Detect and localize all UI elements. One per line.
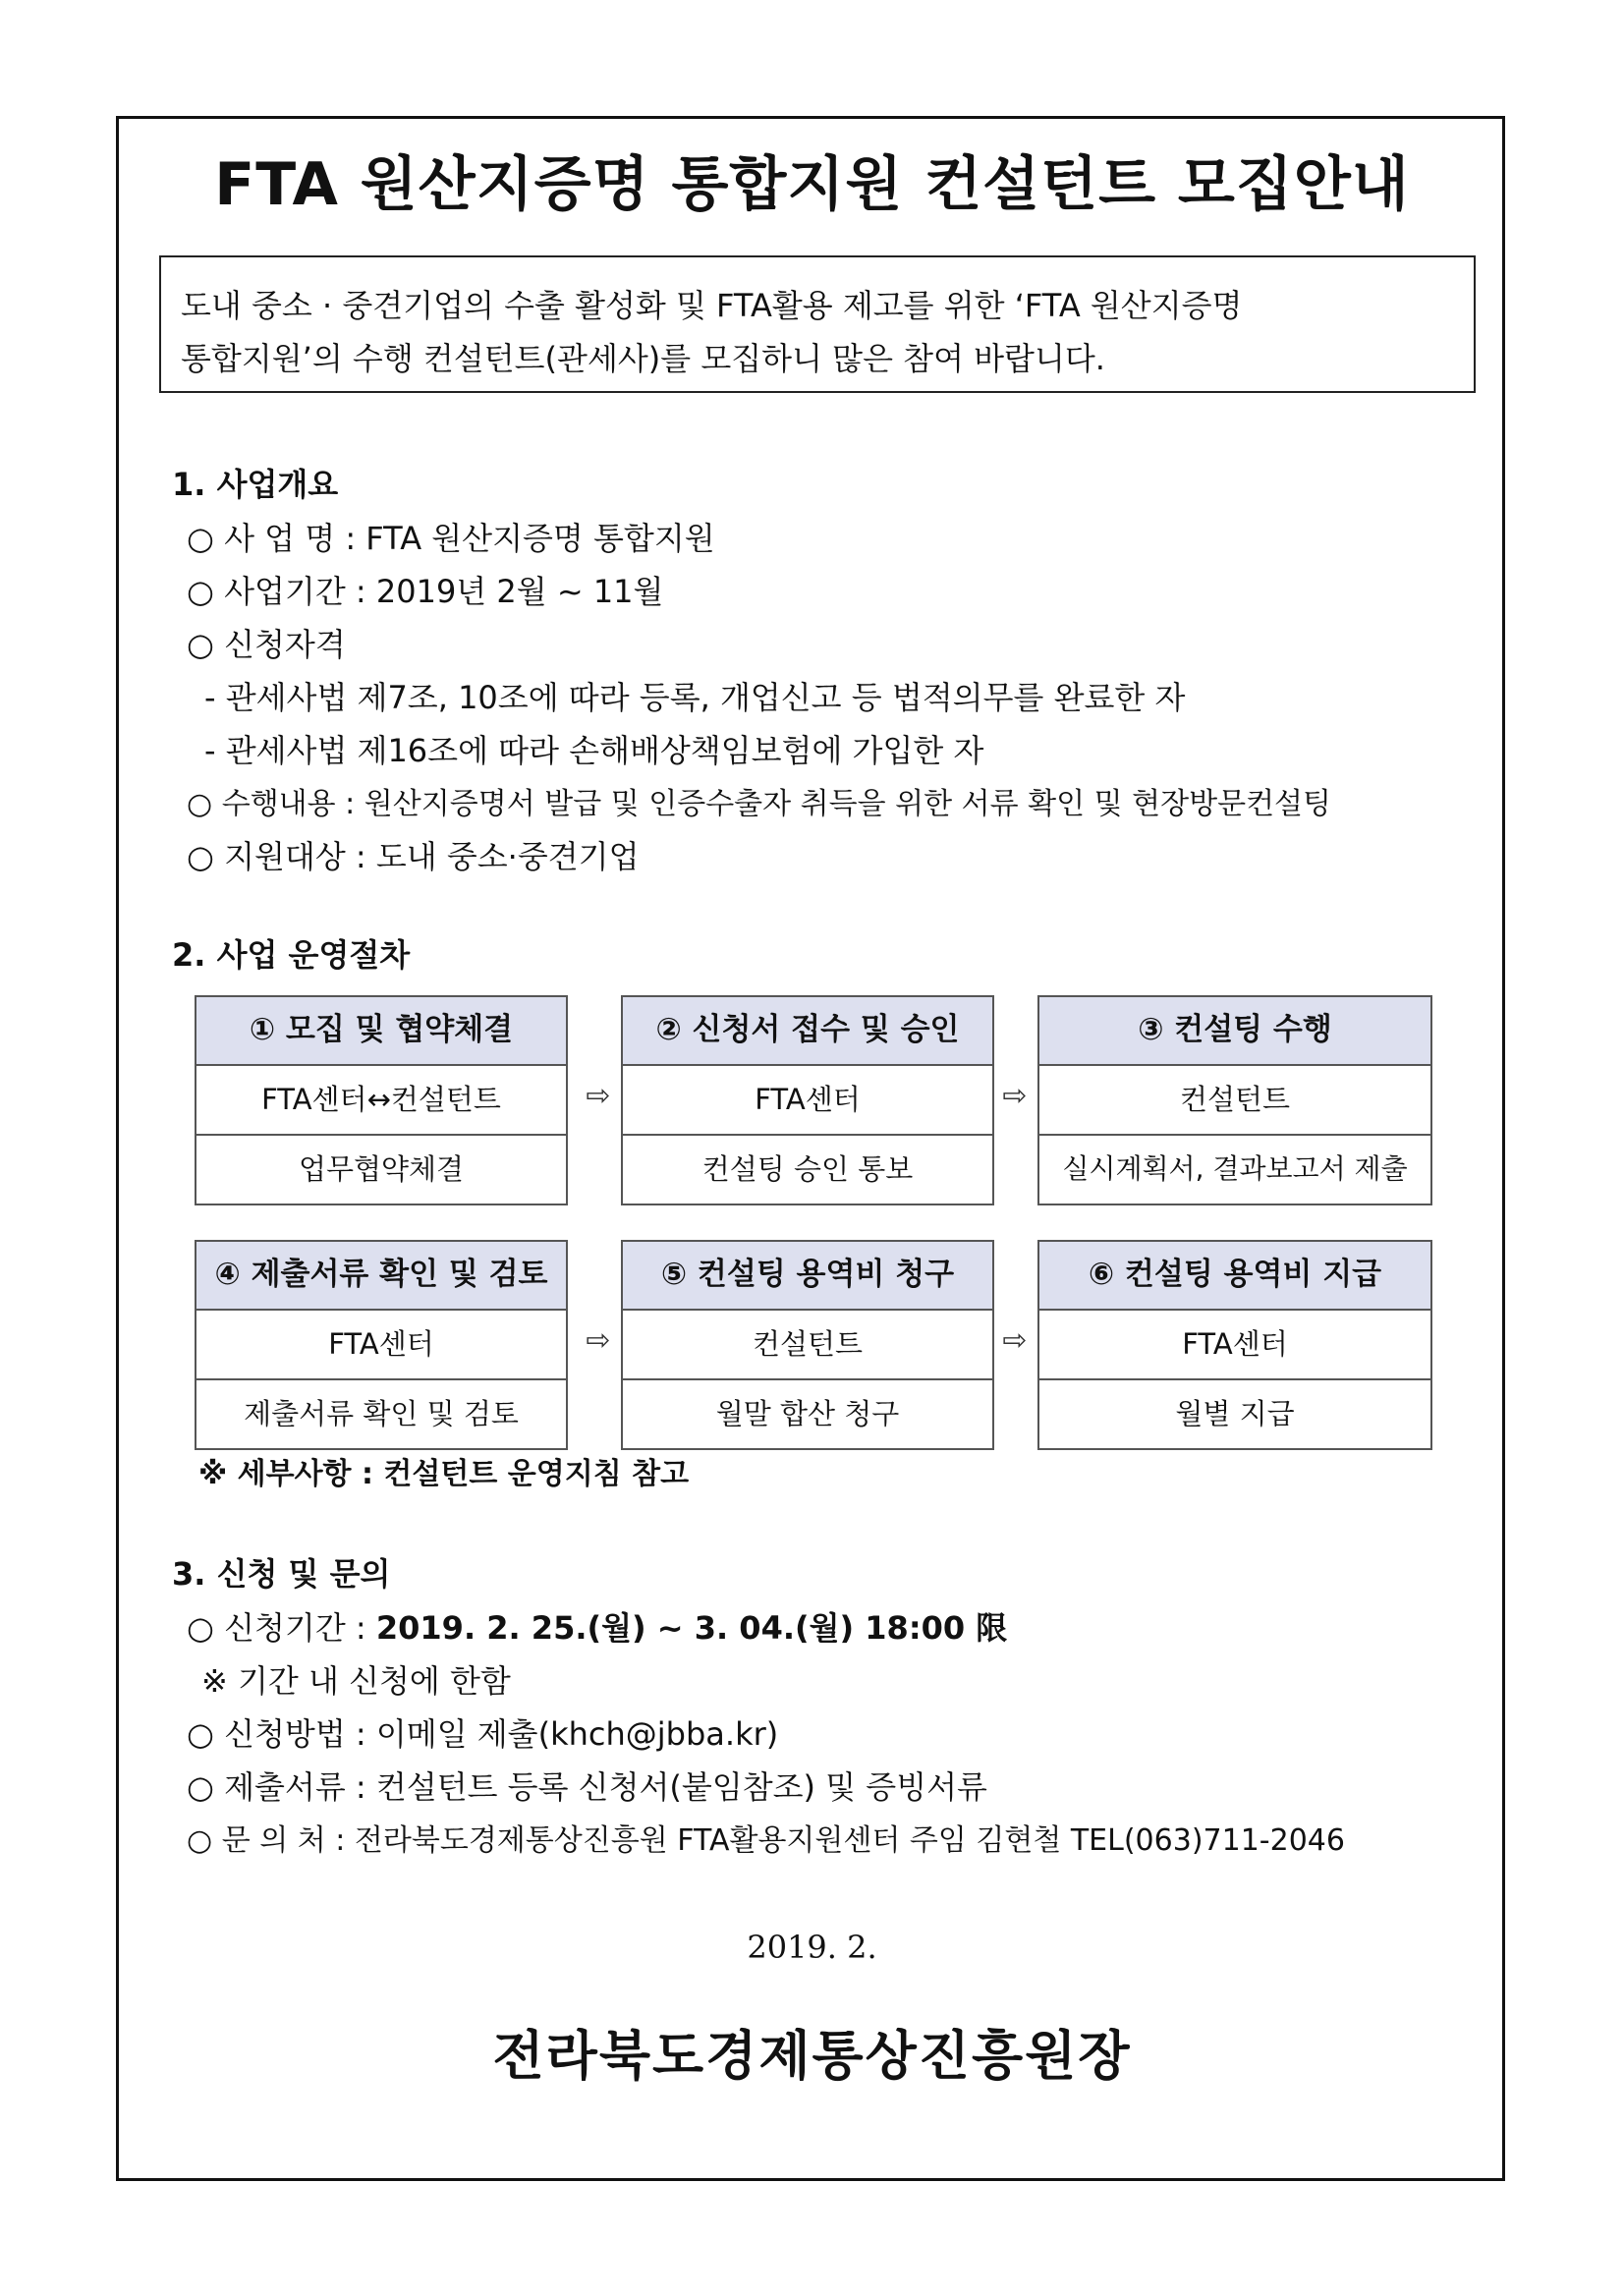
apply-period-value: 2019. 2. 25.(월) ~ 3. 04.(월) 18:00 限: [375, 1609, 1008, 1647]
stage-5-what: 월말 합산 청구: [715, 1397, 900, 1430]
apply-method: ○ 신청방법 : 이메일 제출(khch@jbba.kr): [187, 1715, 779, 1753]
apply-period: [187, 1603, 1007, 1649]
business-name: ○ 사 업 명 : FTA 원산지증명 통합지원: [187, 520, 715, 557]
qualification-heading: ○ 신청자격: [187, 626, 346, 663]
arrow-4-icon: ⇨: [1002, 1323, 1028, 1358]
submit-docs: ○ 제출서류 : 컨설턴트 등록 신청서(붙임참조) 및 증빙서류: [187, 1768, 987, 1806]
arrow-1-icon: ⇨: [586, 1079, 611, 1113]
stage-6: [1037, 1240, 1432, 1450]
stage-2-who: FTA센터: [623, 1066, 992, 1136]
stage-5: [621, 1240, 994, 1450]
stage-4-title: ④ 제출서류 확인 및 검토: [196, 1242, 566, 1311]
arrow-3-icon: ⇨: [586, 1323, 611, 1358]
section-1-heading: 1. 사업개요: [172, 466, 339, 503]
apply-period-note: ※ 기간 내 신청에 한함: [201, 1662, 511, 1700]
page-title: FTA 원산지증명 통합지원 컨설턴트 모집안내: [214, 150, 1410, 219]
stage-1-what: 업무협약체결: [298, 1152, 465, 1186]
intro-box: [159, 255, 1476, 393]
stage-2-what: 컨설팅 승인 통보: [701, 1152, 914, 1186]
stage-1-who: FTA센터↔컨설턴트: [196, 1066, 566, 1136]
stage-6-who: FTA센터: [1039, 1311, 1430, 1380]
stage-4-what: 제출서류 확인 및 검토: [244, 1397, 519, 1430]
stage-5-who: 컨설턴트: [623, 1311, 992, 1380]
stage-3: [1037, 995, 1432, 1205]
qualification-item-2: - 관세사법 제16조에 따라 손해배상책임보험에 가입한 자: [204, 732, 984, 769]
apply-period-label: ○ 신청기간 :: [187, 1609, 376, 1647]
section-2-heading: 2. 사업 운영절차: [172, 936, 411, 974]
stage-5-title: ⑤ 컨설팅 용역비 청구: [623, 1242, 992, 1311]
stage-3-who: 컨설턴트: [1039, 1066, 1430, 1136]
qualification-item-1: - 관세사법 제7조, 10조에 따라 등록, 개업신고 등 법적의무를 완료한 자: [204, 679, 1186, 716]
stage-2-title: ② 신청서 접수 및 승인: [623, 997, 992, 1066]
process-note: ※ 세부사항 : 컨설턴트 운영지침 참고: [198, 1457, 690, 1491]
stage-3-what: 실시계획서, 결과보고서 제출: [1062, 1152, 1408, 1185]
stage-6-what: 월별 지급: [1175, 1397, 1295, 1430]
contact-info: ○ 문 의 처 : 전라북도경제통상진흥원 FTA활용지원센터 주임 김현철 TEL(063)711-2046: [187, 1823, 1345, 1858]
business-period: ○ 사업기간 : 2019년 2월 ~ 11월: [187, 573, 664, 610]
issuer-name: 전라북도경제통상진흥원장: [492, 2024, 1132, 2087]
stage-4-who: FTA센터: [196, 1311, 566, 1380]
stage-2: [621, 995, 994, 1205]
arrow-2-icon: ⇨: [1002, 1079, 1028, 1113]
issue-date: 2019. 2.: [747, 1929, 877, 1966]
intro-line-1: 도내 중소 · 중견기업의 수출 활성화 및 FTA활용 제고를 위한 ‘FTA 원산지증명: [181, 287, 1243, 324]
stage-6-title: ⑥ 컨설팅 용역비 지급: [1039, 1242, 1430, 1311]
stage-1: [195, 995, 568, 1205]
intro-line-2: 통합지원’의 수행 컨설턴트(관세사)를 모집하니 많은 참여 바랍니다.: [181, 340, 1105, 377]
support-target: ○ 지원대상 : 도내 중소·중견기업: [187, 838, 640, 875]
stage-4: [195, 1240, 568, 1450]
stage-3-title: ③ 컨설팅 수행: [1039, 997, 1430, 1066]
work-content: ○ 수행내용 : 원산지증명서 발급 및 인증수출자 취득을 위한 서류 확인 및 현장방문컨설팅: [187, 787, 1332, 821]
stage-1-title: ① 모집 및 협약체결: [196, 997, 566, 1066]
section-3-heading: 3. 신청 및 문의: [172, 1555, 391, 1593]
